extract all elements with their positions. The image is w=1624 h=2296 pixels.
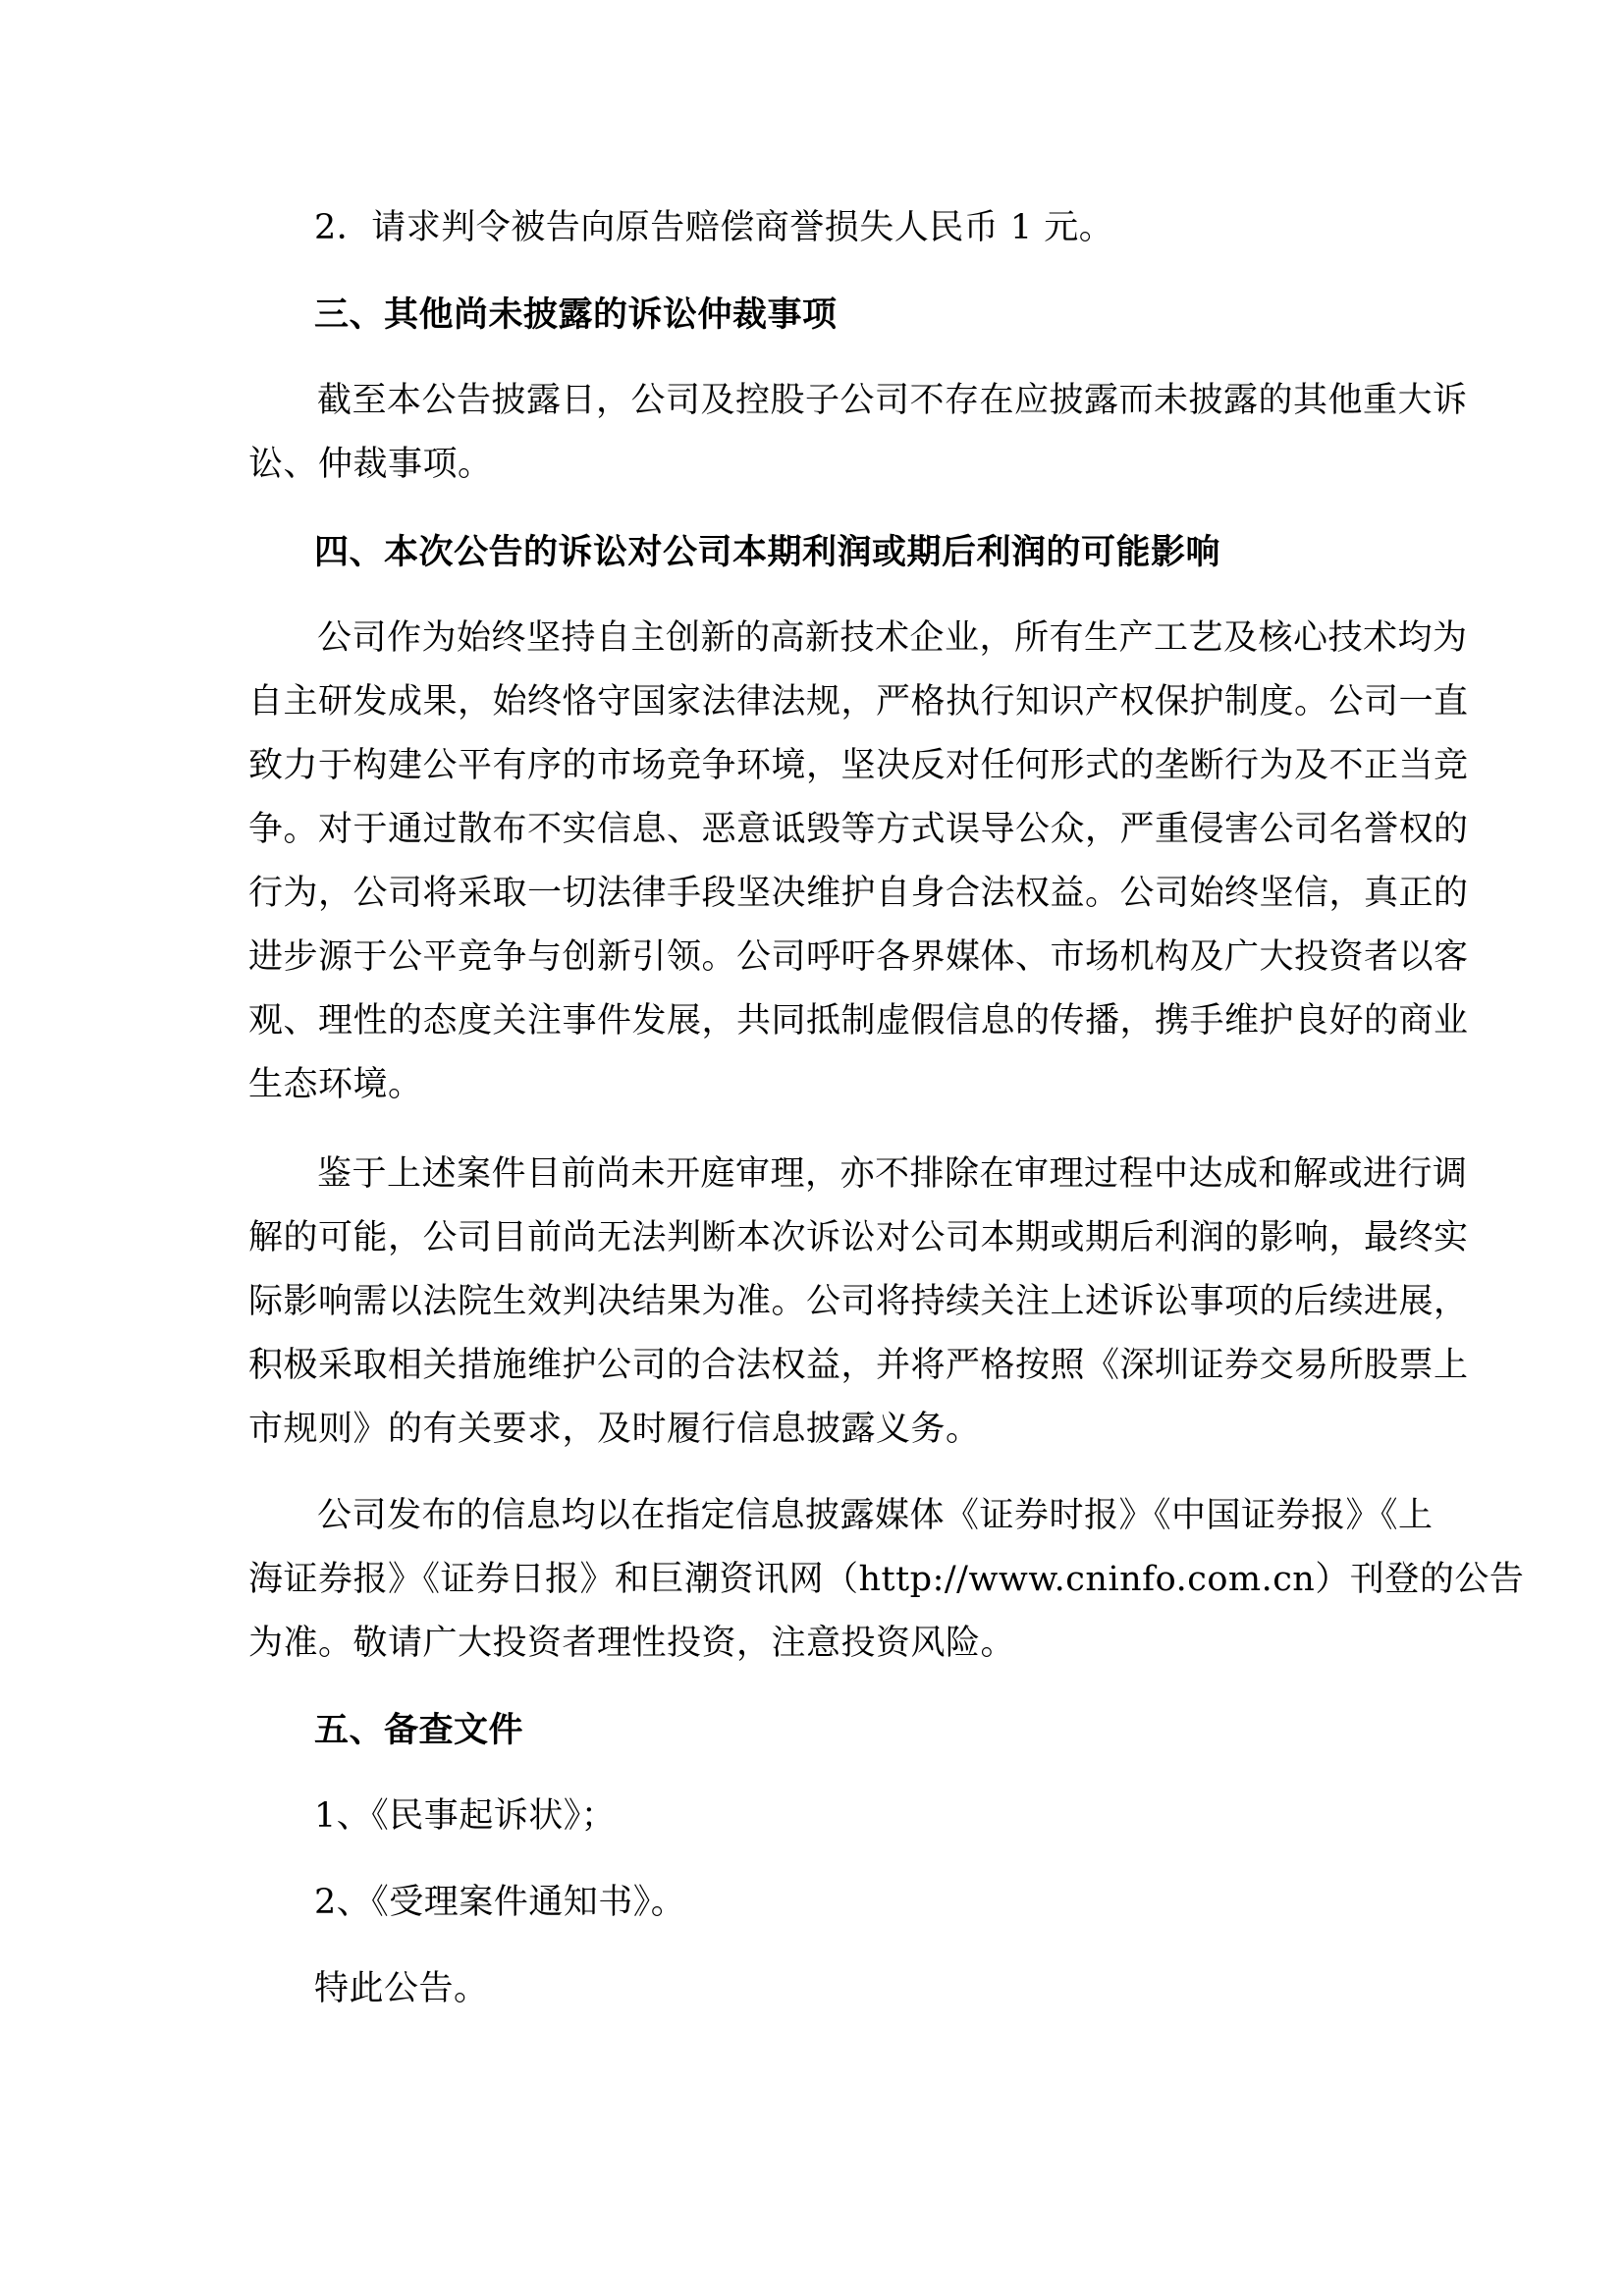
section-4-heading: 四、本次公告的诉讼对公司本期利润或期后利润的可能影响 — [314, 532, 1221, 572]
paragraph-line: 行为，公司将采取一切法律手段坚决维护自身合法权益。公司始终坚信，真正的 — [248, 874, 1469, 913]
paragraph-line: 公司作为始终坚持自主创新的高新技术企业，所有生产工艺及核心技术均为 — [317, 618, 1468, 658]
closing-statement: 特此公告。 — [314, 1969, 489, 2008]
paragraph-line: 解的可能，公司目前尚无法判断本次诉讼对公司本期或期后利润的影响，最终实 — [248, 1218, 1469, 1257]
paragraph-line: 争。对于通过散布不实信息、恶意诋毁等方式误导公众，严重侵害公司名誉权的 — [248, 810, 1469, 849]
section-5-heading: 五、备查文件 — [314, 1710, 524, 1750]
paragraph-line: 海证券报》《证券日报》和巨潮资讯网（http://www.cninfo.com.cn）刊登的公告 — [248, 1560, 1525, 1599]
claim-item-2: 2．请求判令被告向原告赔偿商誉损失人民币 1 元。 — [314, 208, 1114, 247]
paragraph-line: 生态环境。 — [248, 1065, 423, 1104]
paragraph-line: 鉴于上述案件目前尚未开庭审理，亦不排除在审理过程中达成和解或进行调 — [317, 1154, 1468, 1194]
paragraph-line: 讼、仲裁事项。 — [248, 445, 493, 484]
paragraph-line: 观、理性的态度关注事件发展，共同抵制虚假信息的传播，携手维护良好的商业 — [248, 1001, 1469, 1041]
paragraph-line: 公司发布的信息均以在指定信息披露媒体《证券时报》《中国证券报》《上 — [317, 1496, 1434, 1535]
paragraph-line: 积极采取相关措施维护公司的合法权益，并将严格按照《深圳证券交易所股票上 — [248, 1346, 1469, 1385]
paragraph-line: 自主研发成果，始终恪守国家法律法规，严格执行知识产权保护制度。公司一直 — [248, 682, 1469, 721]
section-4-paragraph-1 — [248, 607, 1469, 1117]
section-3-heading: 三、其他尚未披露的诉讼仲裁事项 — [314, 294, 838, 335]
paragraph-line: 致力于构建公平有序的市场竞争环境，坚决反对任何形式的垄断行为及不正当竞 — [248, 746, 1469, 785]
section-4-paragraph-3 — [248, 1484, 1525, 1676]
paragraph-line: 市规则》的有关要求，及时履行信息披露义务。 — [248, 1410, 981, 1449]
paragraph-line: 进步源于公平竞争与创新引领。公司呼吁各界媒体、市场机构及广大投资者以客 — [248, 937, 1469, 977]
section-4-paragraph-2 — [248, 1143, 1469, 1462]
attachment-item-1: 1、《民事起诉状》； — [314, 1796, 617, 1836]
paragraph-line: 截至本公告披露日，公司及控股子公司不存在应披露而未披露的其他重大诉 — [317, 381, 1468, 420]
paragraph-line: 为准。敬请广大投资者理性投资，注意投资风险。 — [248, 1624, 1016, 1663]
section-3-paragraph — [248, 369, 1468, 497]
paragraph-line: 际影响需以法院生效判决结果为准。公司将持续关注上述诉讼事项的后续进展， — [248, 1282, 1469, 1321]
attachment-item-2: 2、《受理案件通知书》。 — [314, 1883, 686, 1922]
